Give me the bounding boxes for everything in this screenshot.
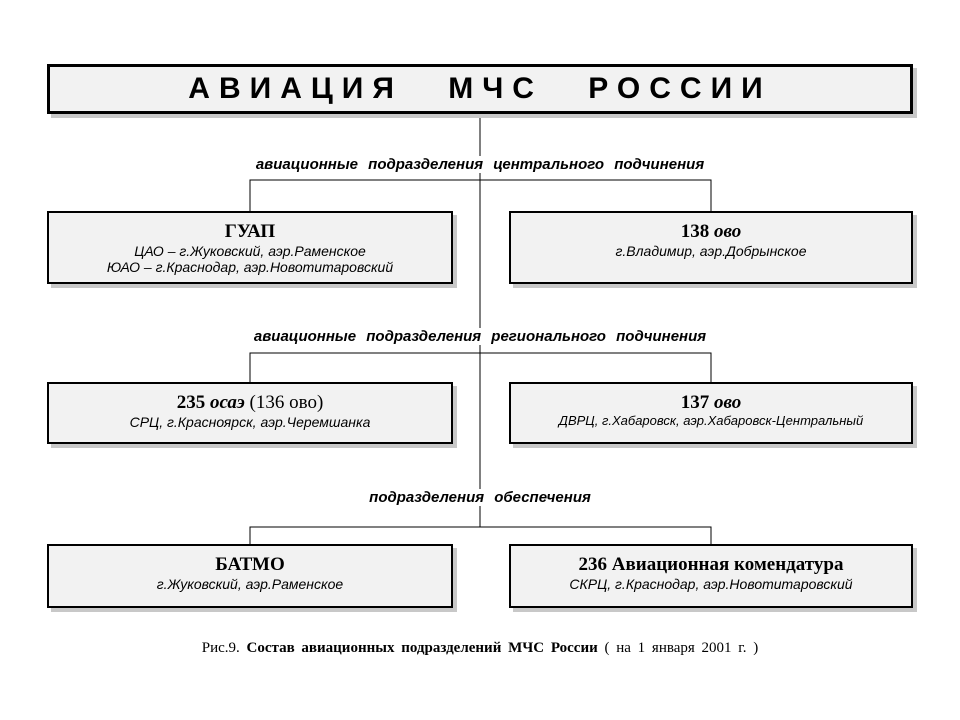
unit-name: ГУАП — [224, 221, 276, 242]
unit-location: г.Жуковский, аэр.Раменское — [156, 575, 344, 592]
unit-batmo — [47, 544, 453, 608]
branch-line-central — [250, 180, 711, 212]
title-box — [47, 64, 913, 114]
section-label-regional: авиационные подразделения регионального подчинения — [0, 328, 960, 345]
unit-name: 235 осаэ (136 ово) — [176, 392, 324, 413]
branch-line-support — [250, 527, 711, 545]
unit-name: 236 Авиационная комендатура — [578, 554, 844, 575]
unit-location: СКРЦ, г.Краснодар, аэр.Новотитаровский — [569, 575, 853, 592]
unit-138-ovo — [509, 211, 913, 284]
unit-name: 137 ово — [680, 392, 742, 413]
org-title: АВИАЦИЯ МЧС РОССИИ — [188, 72, 772, 105]
unit-name: БАТМО — [215, 554, 285, 575]
section-label-central: авиационные подразделения центрального подчинения — [0, 156, 960, 173]
branch-line-regional — [250, 353, 711, 383]
unit-location: СРЦ, г.Красноярск, аэр.Черемшанка — [129, 413, 371, 430]
section-label-support: подразделения обеспечения — [0, 489, 960, 506]
unit-name: 138 ово — [680, 221, 742, 242]
unit-137-ovo — [509, 382, 913, 444]
figure-caption: Рис.9. Состав авиационных подразделений МЧС России ( на 1 января 2001 г. ) — [201, 640, 759, 656]
unit-location: ЮАО – г.Краснодар, аэр.Новотитаровский — [106, 258, 394, 275]
unit-location: г.Владимир, аэр.Добрынское — [615, 242, 807, 259]
unit-236-commandant — [509, 544, 913, 608]
unit-guap — [47, 211, 453, 284]
unit-235-osae — [47, 382, 453, 444]
unit-location: ЦАО – г.Жуковский, аэр.Раменское — [134, 242, 366, 259]
unit-location: ДВРЦ, г.Хабаровск, аэр.Хабаровск-Центральный — [558, 412, 864, 428]
